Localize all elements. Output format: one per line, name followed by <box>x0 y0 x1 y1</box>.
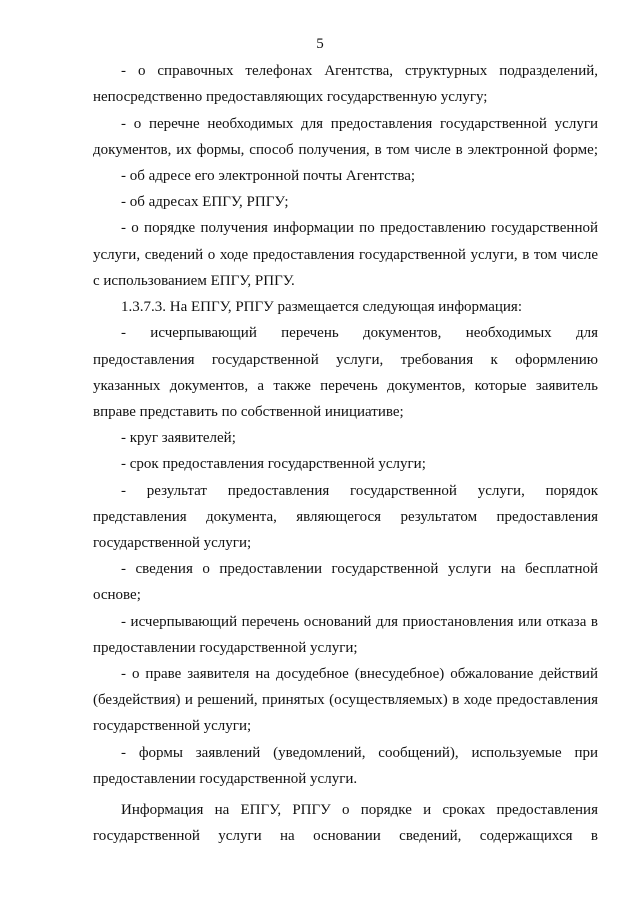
text-line: предоставлении государственной услуги. <box>93 771 358 787</box>
text-line: предоставлении государственной услуги; <box>93 640 358 656</box>
text-line: - о перечне необходимых для предоставления государственной услуги <box>121 116 598 132</box>
text-line: документов, их формы, способ получения, в том числе в электронной форме; <box>93 142 598 158</box>
text-line: - о справочных телефонах Агентства, структурных подразделений, <box>121 63 598 79</box>
text-line: - исчерпывающий перечень документов, необходимых для <box>121 325 598 341</box>
text-line: предоставления государственной услуги, требования к оформлению <box>93 352 598 368</box>
text-line: указанных документов, а также перечень документов, которые заявитель <box>93 378 598 394</box>
text-line: государственной услуги; <box>93 718 252 734</box>
text-line: - сведения о предоставлении государственной услуги на бесплатной <box>121 561 598 577</box>
text-line: непосредственно предоставляющих государственную услугу; <box>93 89 488 105</box>
text-line: - о порядке получения информации по предоставлению государственной <box>121 220 598 236</box>
text-line: с использованием ЕПГУ, РПГУ. <box>93 273 295 289</box>
text-line: Информация на ЕПГУ, РПГУ о порядке и сроках предоставления <box>121 802 598 818</box>
page-number: 5 <box>316 36 324 52</box>
text-line: представления документа, являющегося результатом предоставления <box>93 509 598 525</box>
text-line: услуги, сведений о ходе предоставления государственной услуги, в том числе <box>93 247 598 263</box>
text-line: вправе представить по собственной инициативе; <box>93 404 404 420</box>
text-line: - об адресах ЕПГУ, РПГУ; <box>121 194 289 210</box>
text-line: - результат предоставления государственной услуги, порядок <box>121 483 598 499</box>
text-line: основе; <box>93 587 141 603</box>
text-line: государственной услуги на основании сведений, содержащихся в <box>93 828 598 844</box>
text-line: - о праве заявителя на досудебное (внесудебное) обжалование действий <box>121 666 598 682</box>
text-line: (бездействия) и решений, принятых (осуществляемых) в ходе предоставления <box>93 692 598 708</box>
section-heading-1-3-7-3: 1.3.7.3. На ЕПГУ, РПГУ размещается следующая информация: <box>121 299 522 315</box>
text-line: - формы заявлений (уведомлений, сообщений), используемые при <box>121 745 598 761</box>
text-line: - круг заявителей; <box>121 430 236 446</box>
text-line: - об адресе его электронной почты Агентства; <box>121 168 416 184</box>
text-line: - исчерпывающий перечень оснований для приостановления или отказа в <box>121 614 598 630</box>
text-line: - срок предоставления государственной услуги; <box>121 456 426 472</box>
text-line: государственной услуги; <box>93 535 252 551</box>
